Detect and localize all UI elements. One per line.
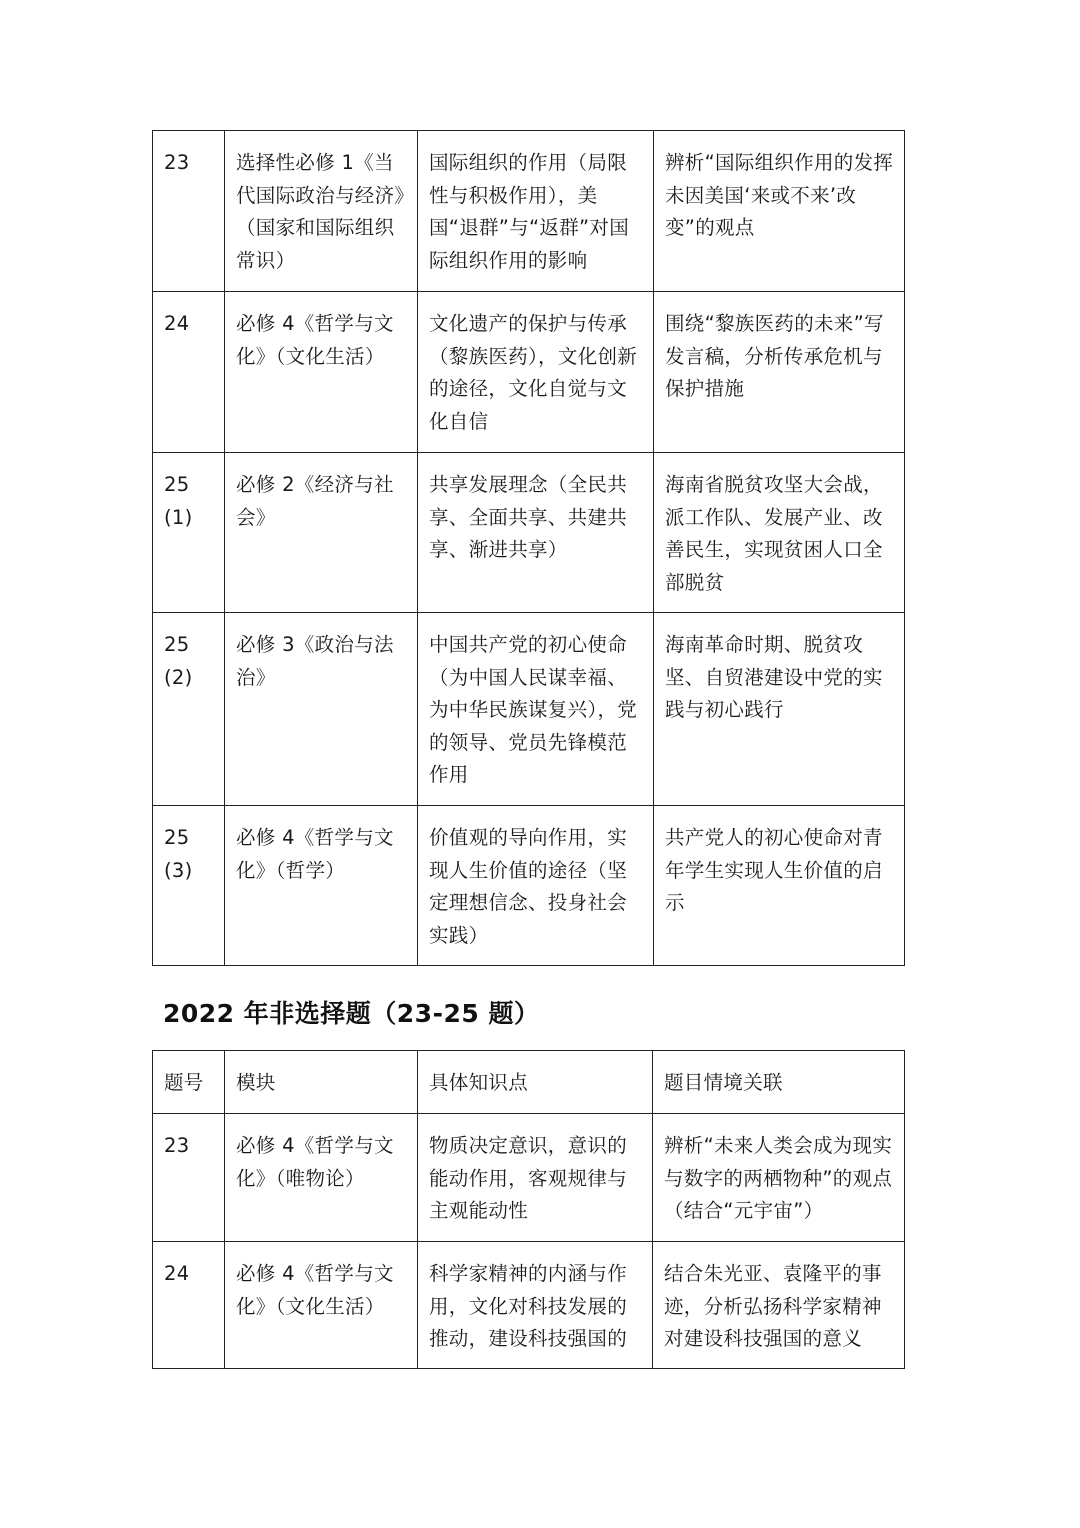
question-context-cell: 围绕“黎族医药的未来”写发言稿，分析传承危机与保护措施: [654, 292, 905, 453]
table-row: [153, 1242, 905, 1369]
header-knowledge-point: 具体知识点: [418, 1051, 653, 1114]
knowledge-point-cell: 物质决定意识，意识的能动作用，客观规律与主观能动性: [418, 1114, 653, 1242]
knowledge-point-cell: 价值观的导向作用，实现人生价值的途径（坚定理想信念、投身社会实践）: [418, 806, 654, 966]
table-row: [153, 292, 905, 453]
module-cell: 必修 2《经济与社会》: [225, 453, 418, 613]
table-row: [153, 613, 905, 806]
module-cell: 必修 3《政治与法治》: [225, 613, 418, 806]
question-number-cell: 23: [153, 131, 225, 292]
question-number-cell: 25(2): [153, 613, 225, 806]
knowledge-point-cell: 国际组织的作用（局限性与积极作用），美国“退群”与“返群”对国际组织作用的影响: [418, 131, 654, 292]
question-number-cell: 24: [153, 1242, 225, 1369]
question-number-cell: 25(3): [153, 806, 225, 966]
table-header-row: [153, 1051, 905, 1114]
question-context-cell: 共产党人的初心使命对青年学生实现人生价值的启示: [654, 806, 905, 966]
knowledge-table-previous-year: [152, 130, 905, 966]
table-row: [153, 131, 905, 292]
header-question-context: 题目情境关联: [653, 1051, 905, 1114]
table-row: [153, 1114, 905, 1242]
knowledge-point-cell: 中国共产党的初心使命（为中国人民谋幸福、为中华民族谋复兴），党的领导、党员先锋模范作用: [418, 613, 654, 806]
question-context-cell: 结合朱光亚、袁隆平的事迹，分析弘扬科学家精神对建设科技强国的意义: [653, 1242, 905, 1369]
module-cell: 必修 4《哲学与文化》（哲学）: [225, 806, 418, 966]
module-cell: 必修 4《哲学与文化》（文化生活）: [225, 292, 418, 453]
module-cell: 选择性必修 1《当代国际政治与经济》（国家和国际组织常识）: [225, 131, 418, 292]
question-context-cell: 海南革命时期、脱贫攻坚、自贸港建设中党的实践与初心践行: [654, 613, 905, 806]
knowledge-point-cell: 文化遗产的保护与传承（黎族医药），文化创新的途径，文化自觉与文化自信: [418, 292, 654, 453]
question-context-cell: 辨析“国际组织作用的发挥未因美国‘来或不来’改变”的观点: [654, 131, 905, 292]
table-row: [153, 806, 905, 966]
knowledge-point-cell: 共享发展理念（全民共享、全面共享、共建共享、渐进共享）: [418, 453, 654, 613]
module-cell: 必修 4《哲学与文化》（唯物论）: [225, 1114, 418, 1242]
module-cell: 必修 4《哲学与文化》（文化生活）: [225, 1242, 418, 1369]
question-number-cell: 25(1): [153, 453, 225, 613]
question-context-cell: 辨析“未来人类会成为现实与数字的两栖物种”的观点（结合“元宇宙”）: [653, 1114, 905, 1242]
table-row: [153, 453, 905, 613]
header-question-number: 题号: [153, 1051, 225, 1114]
question-number-cell: 24: [153, 292, 225, 453]
question-number-cell: 23: [153, 1114, 225, 1242]
section-heading-2022: 2022 年非选择题（23-25 题）: [163, 999, 540, 1028]
knowledge-point-cell: 科学家精神的内涵与作用，文化对科技发展的推动，建设科技强国的: [418, 1242, 653, 1369]
question-context-cell: 海南省脱贫攻坚大会战，派工作队、发展产业、改善民生，实现贫困人口全部脱贫: [654, 453, 905, 613]
header-module: 模块: [225, 1051, 418, 1114]
knowledge-table-2022: [152, 1050, 905, 1369]
